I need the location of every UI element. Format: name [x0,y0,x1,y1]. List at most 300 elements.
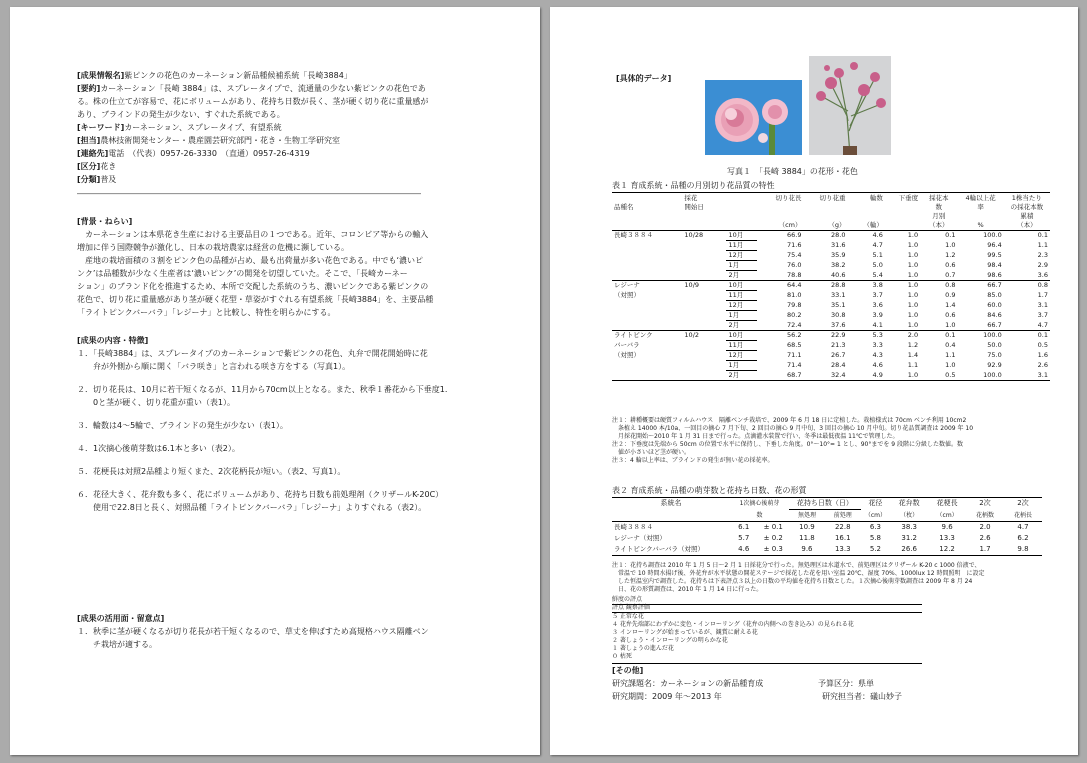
table2-cell: ライトピンクバーバラ（対照） [614,545,704,553]
flower-closeup-illustration [705,80,802,155]
table2-row [612,522,1042,534]
table1-cell: 84.6 [987,311,1002,319]
table1-cell: 1月 [726,261,757,271]
table1-cell: 31.6 [831,241,846,249]
table1-cell: 40.6 [831,270,846,279]
table1-cell: 28.4 [831,361,846,369]
table1-cell: 1.0 [907,270,919,279]
table1-cell: 75.0 [987,351,1002,359]
flower-closeup-photo [705,80,802,155]
table1-row [612,281,1050,291]
table1-cell: 98.6 [987,270,1002,279]
t1-h-name-blank [612,194,682,203]
table1-cell: 78.8 [786,270,802,279]
table1-cell: 0.1 [945,231,956,240]
legend-lines [612,613,854,661]
table1-cell: 1.0 [907,291,919,299]
table1-cell: 12月 [726,301,757,311]
content-line: １．「長崎3884」は、スプレータイプのカーネーションで紫ピンクの花色、丸弁で開花開始時に花 [77,349,428,358]
table2-cell: 13.3 [939,534,955,542]
table2-cell: 13.3 [834,545,851,553]
t1-h-name: 品種名 [614,203,634,211]
table1-cell-start [682,371,726,381]
table1-cell: 1.4 [907,351,919,359]
summary-header [77,69,428,186]
table1-note-line: 注１：耕種概要は硬質フィルムハウス 隔離ベンチ栽培で、2009 年 6 月 18 日に定植した。栽植様式は 70cm ベンチ利用 10cm2 [612,417,967,424]
header-line [77,173,428,186]
table1-cell: 0.9 [945,291,956,299]
legend-line: ４ 花弁先端部にわずかに変色・インローリング（花弁の内側への巻き込み）の見られる花 [612,621,854,628]
table2-cell: 22.8 [834,523,851,531]
table1-cell: 11月 [726,341,757,351]
content-line: 0と茎が硬く、切り花重が重い（表1）。 [77,398,236,407]
table2-notes [612,562,984,594]
table1-cell-name: （対照） [614,351,640,359]
table2-cell: 4.6 [738,545,750,553]
table1-cell: 3.7 [1037,311,1048,319]
t1-h-perplant: 1株当たり [1011,194,1042,202]
section-title-other: [その他] [612,666,644,675]
t1-h-weight: 切り花重 [819,194,846,202]
table1-cell: 1月 [726,361,757,371]
table1-cell: 10月 [726,281,757,291]
table1-cell: 99.5 [987,251,1002,259]
t2-h-sprout: 1次摘心後萌芽 [739,500,780,508]
table1-row [612,371,1050,381]
table1-cell: 4.6 [872,231,883,240]
table1-cell-start [682,341,726,351]
table2-body [612,522,1042,556]
table1-cell: 3.6 [872,301,883,309]
t1-h-rate-unit: % [977,221,984,229]
table1-row [612,241,1050,251]
table1-cell: 0.7 [945,270,956,279]
t2-h-treated: 前処理 [833,512,852,519]
table2-note-line: 日、花の形質調査は、2010 年 1 月 14 日に行った。 [612,586,763,593]
table1-cell: 68.5 [786,341,802,349]
table1-cell: 28.0 [831,231,846,240]
t2-h-stalk: 花梗長 [936,499,958,508]
table1-cell: 2.0 [907,331,919,340]
table2-title: 表２ 育成系統・品種の萌芽数と花持ち日数、花の形質 [612,486,807,495]
table1-cell: 33.1 [831,291,846,299]
table1-cell: 4.1 [872,320,883,329]
table2-cell: 12.2 [939,545,955,553]
table2-cell: 26.6 [901,545,917,553]
table2-cell: 9.6 [801,545,813,553]
table2-row [612,544,1042,556]
header-tag: [要約] [77,84,101,93]
table1-cell: 100.0 [983,331,1002,340]
header-text: 紫ピンクの花色のカーネーション新品種候補系統「長崎3884」 [124,71,352,80]
content-line: ３．輪数は4～5輪で、ブラインドの発生が少ない（表1）。 [77,421,288,430]
document-page-1 [10,7,540,755]
table1-cell: 0.1 [945,331,956,340]
table2-cell: 1.7 [979,545,991,553]
legend-title: 鮮度の評点 [612,596,643,603]
table1-row [612,351,1050,361]
table1-cell: 76.0 [786,261,802,269]
table1-cell: 100.0 [983,370,1002,379]
section-title-usage: [成果の活用面・留意点] [77,614,165,623]
legend-line: ０ 枯死 [612,653,632,660]
table1-cell-start [682,311,726,321]
table1-cell: 1.1 [945,351,956,359]
table1-notes [612,417,973,465]
table1-cell: 66.7 [987,320,1002,329]
header-text: 電話 （代表）0957-26-3330 （直通）0957-26-4319 [108,149,310,158]
table1-cell: 3.1 [1037,370,1048,379]
table1-cell-start [682,301,726,311]
header-text: あり、ブラインドの発生が少ない、すぐれた系統である。 [77,110,285,119]
header-line [77,121,428,134]
table1-body [612,231,1050,381]
t2-h-diameter-unit: （cm） [864,511,887,519]
table1-cell: 1.0 [945,361,956,369]
table1-cell: 12月 [726,251,757,261]
table1-cell-start [682,251,726,261]
table1-cell: 4.7 [1037,320,1048,329]
table1-cell: 100.0 [983,231,1002,240]
header-tag: [連絡先] [77,149,109,158]
table1-row [612,311,1050,321]
table1-cell: 98.4 [987,261,1002,269]
table2-row [612,533,1042,544]
t1-h-droop: 下垂度 [898,194,919,202]
t1-h-rate: 4輪以上花 [965,194,996,202]
table1-cell: 2.6 [1037,361,1048,369]
table1-cell: 75.4 [786,251,802,259]
table1-row [612,321,1050,331]
t2-h-stalk-unit: （cm） [936,511,958,519]
table1-cell: 3.7 [872,291,883,299]
table1-cell: 79.8 [786,301,802,309]
header-tag: [担当] [77,136,101,145]
table1-row [612,301,1050,311]
t1-h-rate2: 率 [977,203,984,211]
table1-cell: 3.9 [872,311,883,319]
table1-cell: 35.9 [831,251,846,259]
background-line: 産地の栽培面積の３割をピンク色の品種が占め、最も出荷量が多い花色である。中でも‘濃いピ [77,256,424,265]
table1-cell-name [612,371,682,381]
table1-cell-start [682,261,726,271]
background-line: 増加に伴う国際競争が激化し、日本の栽培農家は経営の危機に瀕している。 [77,243,349,252]
table1-cell: 28.8 [831,281,846,290]
background-line: 花色で、切り花に重量感があり茎が硬く花型・草姿がすぐれる有望系統「長崎3884」を、主要品種 [77,295,434,304]
table1-cell: 22.9 [831,331,846,340]
period-label: 研究期間：2009 年～2013 年 [612,692,722,701]
legend-line: ５ 正常な花 [612,613,644,620]
table1-row [612,271,1050,281]
table1-cell-start: 10/9 [684,281,700,290]
table1-row [612,291,1050,301]
usage-section [77,625,429,651]
table1-cell: 4.9 [872,370,883,379]
t2-h-flowers2: 2次 [979,499,991,508]
section-title-data: [具体的データ] [616,74,672,83]
table1-cell: 1.1 [1037,241,1048,249]
table1-cell: 3.1 [1037,301,1048,309]
table1-cell-name [612,311,682,321]
t1-h-rings: 輪数 [869,194,883,202]
t2-h-vase: 花持ち日数（日） [789,498,861,510]
table2-cell: 2.0 [979,523,991,531]
table1-cell: 1.2 [907,341,919,349]
table2-cell: 9.8 [1017,545,1029,553]
table1-cell: 1月 [726,311,757,321]
t1-h-weight-unit: （g） [828,221,846,229]
background-section [77,228,433,319]
table1-cell: 1.0 [907,301,919,309]
table2-cell: 5.8 [869,534,881,542]
table1-cell: 66.7 [987,281,1002,290]
t2-h-stalk2b: 花柄長 [1013,511,1032,519]
table2-note-line: 注１：花持ち調査は 2010 年 1 月 5 日～2 月 1 日採花分で行った。無処理区は水道水で、前処理区はクリザール K-20 c 1000 倍液で、 [612,562,981,569]
table1-cell: 4.7 [872,241,883,249]
table1-cell-start: 10/28 [684,231,704,240]
table1-cell: 2.9 [1037,261,1048,269]
table1-cell: 1.0 [907,261,919,269]
staff-label: 研究担当者：礒山妙子 [822,692,902,701]
t1-h-length: 切り花長 [775,194,802,202]
t2-h-diameter: 花径 [868,499,883,508]
table1-row [612,231,1050,241]
table1-cell: 92.9 [987,361,1002,369]
header-tag: [キーワード] [77,123,125,132]
background-line: カーネーションは本県花き生産における主要品目の１つである。近年、コロンビア等からの輸入 [77,230,429,239]
content-line: ２．切り花長は、10月に若干短くなるが、11月から70cm以上となる。また、秋季１番花から下垂度1. [77,385,448,394]
table1-cell: 1.6 [1037,351,1048,359]
table2-note-line: 常温で 10 時間水揚げ後、外花弁が水平状態の開花ステージで採花した花を用い室温 20℃、湿度 70%、1000lux 12 時間照明 に設定 [612,570,985,577]
table1-cell: 0.8 [1037,281,1048,290]
table1-cell-name [612,261,682,271]
table1-cell: 35.1 [831,301,846,309]
t2-h-stalk2: 2次 [1017,499,1029,508]
table1-cell: 0.1 [1037,331,1048,340]
table1-cell-name [612,251,682,261]
table2-cell: 6.3 [869,523,881,531]
legend-subtitle: 評点 観察評価 [612,604,650,611]
table2-cell: 6.2 [1017,534,1029,542]
table1-cell-start [682,361,726,371]
table1-cell-name [612,301,682,311]
table2-cell: 6.1 [738,523,750,531]
table1-cell: 81.0 [786,291,802,299]
header-text: る。株の仕立てが容易で、花にボリュームがあり、花持ち日数が長く、茎が硬く切り花に重量感が [77,97,429,106]
table2 [612,498,1042,556]
legend-rule-top [612,604,922,605]
content-line: ６．花径大きく、花弁数も多く、花にボリュームがあり、花持ち日数も前処理剤（クリザールK-20C） [77,490,444,499]
table1-row [612,331,1050,341]
header-tag: [成果情報名] [77,71,125,80]
table2-cell: 長崎３８８４ [614,523,653,531]
content-line: 使用で22.8日と長く、対照品種「ライトピンクバーバラ」「レジーナ」よりすぐれる（表2）。 [77,503,427,512]
t2-h-sprout2: 数 [756,511,763,519]
content-line: ５．花梗長は対照2品種より短くまた、2次花柄長が短い。（表2、写真1）。 [77,467,346,476]
plant-photo [809,56,891,155]
t2-h-untreated: 無処理 [797,512,816,519]
table1-cell-name: 長崎３８８４ [614,231,653,240]
table1-cell: 1.0 [945,320,956,329]
table1-cell: 0.5 [1037,341,1048,349]
table2-note-line: した恒温室内で調査した。花持ちは下表評点３以上の日数の平均値を花持ち日数とした。１次摘心後萌芽数調査は 2009 年 8 月 24 [612,578,973,585]
t1-h-length-unit: （cm） [778,221,802,229]
t1-h-count3: 月別 [932,212,946,220]
table2-cell: 10.9 [799,523,815,531]
table1-cell: 60.0 [987,301,1002,309]
legend-rule-bottom [612,663,922,664]
legend-line: １ 著しょうの進んだ花 [612,645,674,652]
table1-cell: 66.9 [786,231,802,240]
table2-container [612,497,1042,556]
table1-cell: 11月 [726,241,757,251]
t2-h-petals: 花弁数 [898,499,920,508]
table1-row [612,251,1050,261]
table1-cell-name [612,321,682,331]
table1-note-line: 注３：4 輪以上率は、ブラインドの発生が無い花の採花率。 [612,457,774,464]
header-line [77,82,428,95]
table1-cell: 1.4 [945,301,956,309]
table1-cell-name: レジーナ [614,281,640,290]
usage-line: １．秋季に茎が硬くなるが切り花長が若干短くなるので、草丈を伸ばすため高規格ハウス隔離ベン [77,627,429,636]
legend-line: ３ インローリングが始まっているが、観賞に耐える花 [612,629,758,636]
table1-cell: 10月 [726,231,757,241]
usage-line: チ栽培が適する。 [77,640,157,649]
t2-h-name: 系統名 [660,499,682,508]
table1-cell: 0.5 [945,370,956,379]
table1-cell: 1.0 [945,241,956,249]
project-label: 研究課題名：カーネーションの新品種育成 [612,679,764,688]
table1-cell: 2.3 [1037,251,1048,259]
table1-cell: 5.0 [872,261,883,269]
section-title-background: [背景・ねらい] [77,217,133,226]
table1-cell: 5.4 [872,270,883,279]
t1-h-date2: 開始日 [684,203,704,211]
table1-cell: 80.2 [786,311,802,319]
header-text: 普及 [100,175,117,184]
table1-cell: 71.4 [786,361,802,369]
table1-cell-name [612,271,682,281]
content-line: ４．1次摘心後萌芽数は6.1本と多い（表2）。 [77,444,240,453]
background-line: ション」のブランド化を推進するため、本所で交配した系統のうち、濃いピンクである紫ピンクの [77,282,429,291]
table2-cell: ± 0.2 [763,534,783,542]
table2-cell: 4.7 [1017,523,1029,531]
table1-row [612,361,1050,371]
t1-h-count: 採花本 [929,194,949,202]
table1-cell: 64.4 [786,281,802,290]
header-text: 農林技術開発センター・農産園芸研究部門・花き・生物工学研究室 [100,136,340,145]
content-section [77,347,517,552]
table1-cell: 1.0 [907,231,919,240]
table1-cell: 0.6 [945,261,956,269]
table1-cell: 1.0 [907,241,919,249]
table1-cell-name: ライトピンク [614,331,653,340]
table1-cell: 0.4 [945,341,956,349]
content-line: 弁が外側から順に開く「バラ咲き」と言われる咲き方をする（写真1）。 [77,362,351,371]
t1-h-perplant2: の採花本数 [1010,203,1044,211]
table1-cell: 1.1 [907,361,919,369]
table1-cell-start [682,321,726,331]
table1-cell: 1.0 [907,320,919,329]
table1-title: 表１ 育成系統・品種の月別切り花品質の特性 [612,181,775,190]
table1-note-line: 月採花開始～2010 年 1 月 31 日まで行った。点滴灌水装置で行い、冬季は最低夜温 11℃で管理した。 [612,433,899,440]
table1-cell: 3.8 [872,281,883,290]
t1-h-perplant3: 累積 [1020,212,1034,220]
table1-cell: 1.0 [907,370,919,379]
table1-cell: 26.7 [831,351,846,359]
photo-caption: 写真１ 「長崎 3884」の花形・花色 [727,167,858,176]
table2-cell: 31.2 [901,534,917,542]
header-line [77,108,428,121]
section-title-content: [成果の内容・特徴] [77,336,149,345]
table1-cell: 1.0 [907,311,919,319]
table1-cell: 2月 [726,371,757,381]
table1-cell: 50.0 [987,341,1002,349]
t1-h-date: 採花 [684,194,698,202]
header-line [77,69,428,82]
background-line: 「ライトピンクバーバラ」「レジーナ」と比較し、特性を明らかにする。 [77,308,336,317]
table1-cell: 38.2 [831,261,846,269]
table1-cell: 68.7 [786,370,802,379]
header-text: カーネーション「長崎 3884」は、スプレータイプで、流通量の少ない紫ピンクの花色であ [100,84,426,93]
table1-cell: 2月 [726,321,757,331]
plant-illustration [809,56,891,155]
table1-cell-start [682,271,726,281]
table1-cell: 1.2 [945,251,956,259]
t1-h-count-unit: （本） [929,221,949,229]
table2-cell: 5.7 [738,534,750,542]
table1-cell: 85.0 [987,291,1002,299]
table1-cell: 1.7 [1037,291,1048,299]
header-line [77,147,428,160]
table1-cell: 56.2 [786,331,802,340]
table1-cell: 37.6 [831,320,846,329]
table2-cell: 11.8 [799,534,815,542]
table1-cell: 3.3 [872,341,883,349]
table1-cell: 2月 [726,271,757,281]
background-line: ンク’は品種数が少なく生産者は‘濃いピンク’の開発を切望していた。そこで、「長崎カーネー [77,269,408,278]
table1-cell: 32.4 [831,370,846,379]
table1-row [612,341,1050,351]
table1-cell-name: バーバラ [614,341,640,349]
budget-label: 予算区分：県単 [818,679,874,688]
table1-cell: 10月 [726,331,757,341]
table1-cell: 11月 [726,291,757,301]
t2-h-flowers2b: 花柄数 [976,511,995,519]
table1-top-rule [612,192,1050,193]
t1-h-perplant-unit: （本） [1017,221,1037,229]
table2-top-rule [612,497,1042,498]
table1-cell: 5.3 [872,331,883,340]
t1-h-count2: 数 [935,203,943,211]
header-line [77,134,428,147]
table1-cell: 0.6 [945,311,956,319]
header-line [77,95,428,108]
table1-cell: 71.6 [786,241,802,249]
table1-cell: 96.4 [987,241,1002,249]
table1-cell: 71.1 [786,351,802,359]
table2-cell: 2.6 [979,534,991,542]
table1-row [612,261,1050,271]
header-text: 花き [100,162,117,171]
table1-cell: 30.8 [831,311,846,319]
table1-cell: 5.1 [872,251,883,259]
table1-cell-name: （対照） [614,291,640,299]
table1-cell: 0.1 [1037,231,1048,240]
table1-cell-start [682,351,726,361]
document-page-2 [550,7,1078,755]
table1-cell: 72.4 [786,320,802,329]
